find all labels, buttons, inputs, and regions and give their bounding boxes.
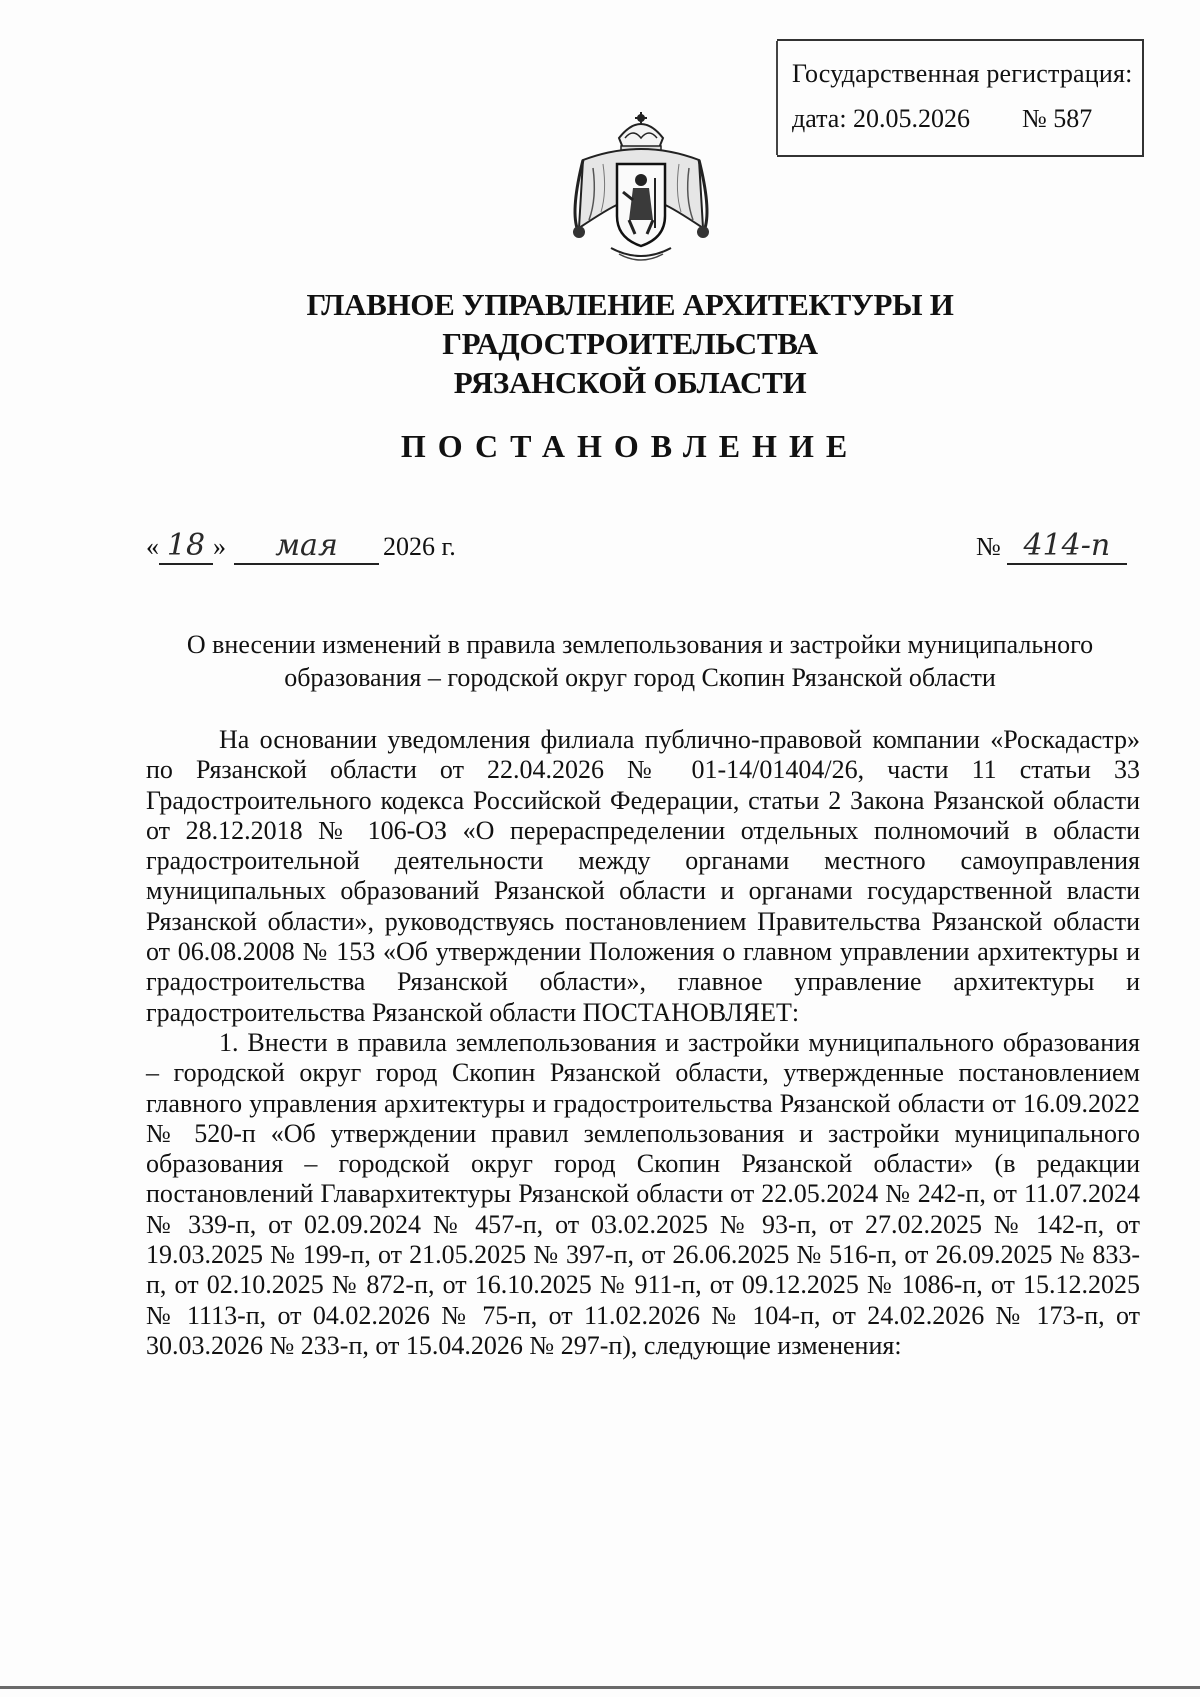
decree-year: 2026 г. xyxy=(383,532,456,561)
decree-subject xyxy=(140,628,1140,694)
decree-day-handwritten: 18 xyxy=(159,533,213,565)
number-sign: № xyxy=(976,532,1001,561)
decree-number-handwritten: 414-п xyxy=(1007,533,1127,565)
ryazan-coat-of-arms-icon xyxy=(563,108,719,268)
item-1-paragraph: 1. Внести в правила землепользования и застройки муниципального образования – городской округ город Скопин Рязанской области, утвержденные постановлением главного управления архитектуры и градостроительства Рязанской области от 16.09.2022 № 520-п «Об утверждении правил землепользования и застройки муниципального образования – городской округ город Скопин Рязанской области» (в редакции постановлений Главархитектуры Рязанской области от 22.05.2024 № 242-п, от 11.07.2024 № 339-п, от 02.09.2024 № 457-п, от 03.02.2025 № 93-п, от 27.02.2025 № 142-п, от 19.03.2025 № 199-п, от 21.05.2025 № 397-п, от 26.06.2025 № 516-п, от 26.09.2025 № 833-п, от 02.10.2025 № 872-п, от 16.10.2025 № 911-п, от 09.12.2025 № 1086-п, от 15.12.2025 № 1113-п, от 04.02.2026 № 75-п, от 11.02.2026 № 104-п, от 24.02.2026 № 173-п, от 30.03.2026 № 233-п, от 15.04.2026 № 297-п), следующие изменения: xyxy=(146,1027,1140,1360)
registration-stamp xyxy=(777,39,1144,157)
issuing-authority xyxy=(120,285,1140,402)
subject-line1: О внесении изменений в правила землепользования и застройки муниципального xyxy=(186,630,1094,659)
close-quote: » xyxy=(213,532,226,561)
scan-edge-line xyxy=(0,1686,1200,1689)
subject-line2: образования – городской округ город Скопин Рязанской области xyxy=(284,663,996,692)
decree-date xyxy=(146,528,456,565)
registration-date: дата: 20.05.2026 xyxy=(792,104,971,133)
open-quote: « xyxy=(146,532,159,561)
decree-body xyxy=(146,725,1140,1361)
decree-number xyxy=(976,528,1127,565)
issuing-authority-line2: РЯЗАНСКОЙ ОБЛАСТИ xyxy=(453,365,807,400)
decree-month-handwritten: мая xyxy=(234,533,379,565)
registration-number: № 587 xyxy=(1022,104,1093,133)
registration-title: Государственная регистрация: xyxy=(792,59,1133,88)
preamble-paragraph: На основании уведомления филиала публично-правовой компании «Роскадастр» по Рязанской области от 22.04.2026 № 01-14/01404/26, части 11 статьи 33 Градостроительного кодекса Российской Федерации, статьи 2 Закона Рязанской области от 28.12.2018 № 106-ОЗ «О перераспределении отдельных полномочий в области градостроительной деятельности между органами местного самоуправления муниципальных образований Рязанской области и органами государственной власти Рязанской области», руководствуясь постановлением Правительства Рязанской области от 06.08.2008 № 153 «Об утверждении Положения о главном управлении архитектуры и градостроительства Рязанской области», главное управление архитектуры и градостроительства Рязанской области ПОСТАНОВЛЯЕТ: xyxy=(146,725,1140,1027)
document-type-heading: ПОСТАНОВЛЕНИЕ xyxy=(400,428,860,464)
issuing-authority-line1: ГЛАВНОЕ УПРАВЛЕНИЕ АРХИТЕКТУРЫ И ГРАДОСТРОИТЕЛЬСТВА xyxy=(306,287,954,361)
